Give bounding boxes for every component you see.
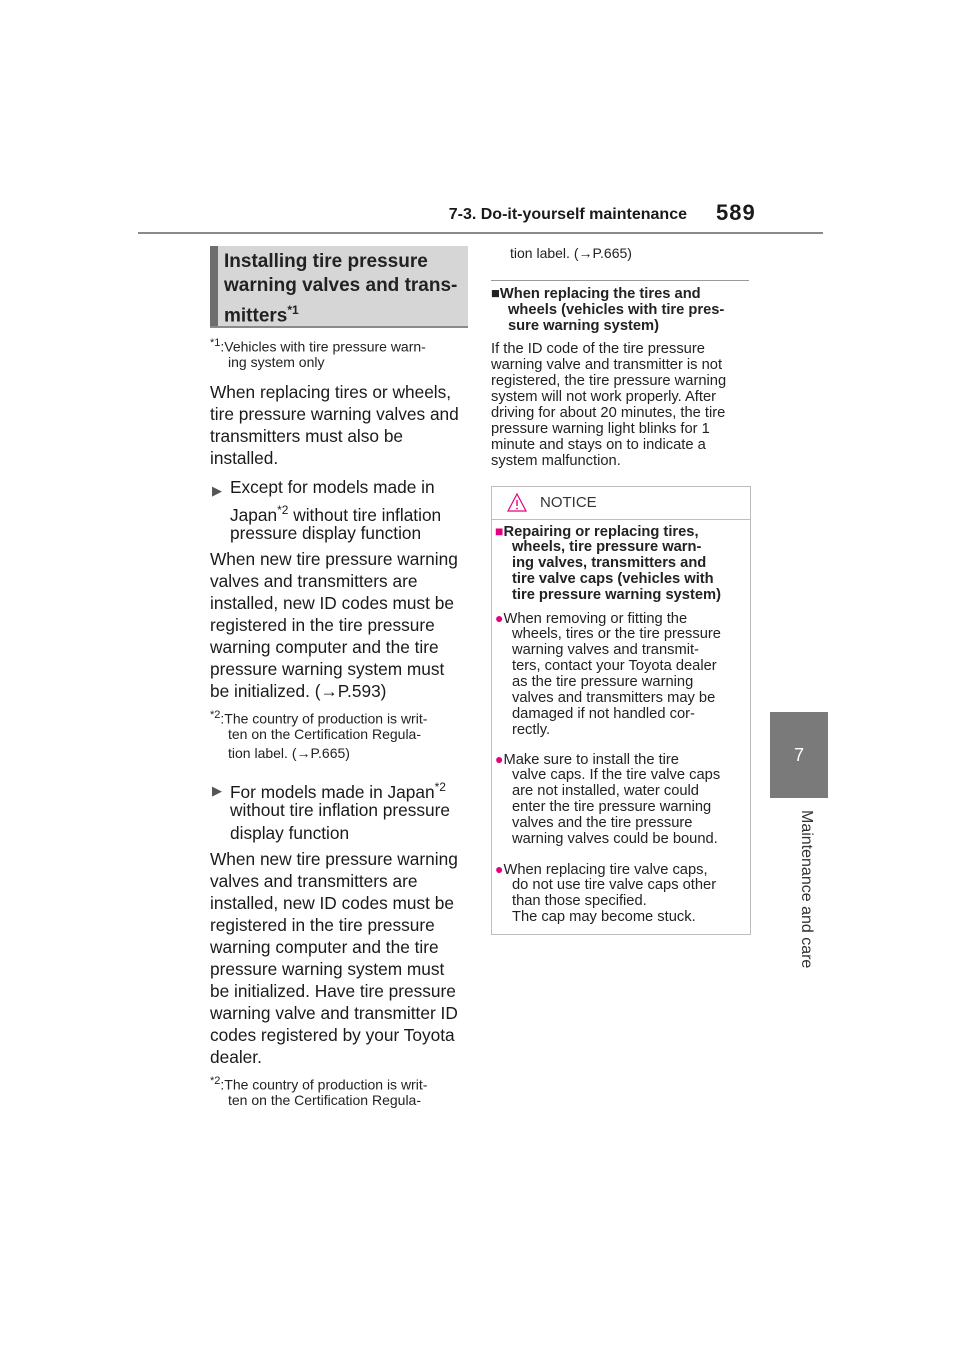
para-2-line-10: dealer. <box>210 1047 262 1067</box>
notice-subhead-line-4: tire valve caps (vehicles with <box>512 571 714 587</box>
intro-line-1: When replacing tires or wheels, <box>210 382 452 402</box>
footnote-3: $^{*2}$:The country of production is writ- <box>210 1075 428 1093</box>
notice-bullet-2-line-2: valve caps. If the tire valve caps <box>512 767 721 783</box>
footnote-2: $^{*2}$:The country of production is writ- <box>210 709 428 727</box>
para-2-line-4: registered in the tire pressure <box>210 915 435 935</box>
para-2-line-7: be initialized. Have tire pressure <box>210 981 456 1001</box>
right-subhead-line-1: ■When replacing the tires and <box>491 286 701 302</box>
section-title-bar <box>210 246 218 326</box>
dot-bullet-icon: ● <box>495 610 504 626</box>
para-1-line-1: When new tire pressure warning <box>210 549 458 569</box>
notice-bullet-1-line-6: valves and transmitters may be <box>512 690 716 706</box>
notice-subhead-line-3: ing valves, transmitters and <box>512 555 707 571</box>
notice-bullet-2-line-3: are not installed, water could <box>512 783 699 799</box>
notice-subhead-line-1: ■Repairing or replacing tires, <box>495 523 699 540</box>
intro-line-2: tire pressure warning valves and <box>210 404 459 424</box>
notice-bullet-1-line-1: ●When removing or fitting the <box>495 610 688 627</box>
right-body-line-1: If the ID code of the tire pressure <box>491 341 705 357</box>
para-1-line-4: registered in the tire pressure <box>210 615 435 635</box>
header-rule <box>138 232 823 234</box>
right-body-line-5: driving for about 20 minutes, the tire <box>491 405 726 421</box>
notice-header <box>492 487 750 519</box>
right-body-line-7: minute and stays on to indicate a <box>491 437 706 453</box>
right-body-line-6: pressure warning light blinks for 1 <box>491 421 710 437</box>
notice-title: NOTICE <box>540 494 597 511</box>
notice-bullet-1-line-3: warning valves and transmit- <box>512 642 699 658</box>
footnote-2-ref[interactable]: tion label. (→P.665) <box>228 745 350 761</box>
right-body-line-8: system malfunction. <box>491 453 621 469</box>
notice-box <box>491 486 751 935</box>
notice-subhead-line-5: tire pressure warning system) <box>512 587 721 603</box>
para-1-line-2: valves and transmitters are <box>210 571 418 591</box>
chapter-number: 7 <box>793 744 804 765</box>
para-2-line-3: installed, new ID codes must be <box>210 893 454 913</box>
notice-bullet-1-line-7: damaged if not handled cor- <box>512 706 695 722</box>
notice-bullet-1-line-4: ters, contact your Toyota dealer <box>512 658 717 674</box>
section-title: Installing tire pressure warning valves and trans-mitters$^{*1}$ <box>224 251 458 327</box>
dot-bullet-icon: ● <box>495 751 504 767</box>
notice-bullet-2-line-5: valves and the tire pressure <box>512 815 693 831</box>
divider <box>491 280 749 281</box>
para-2-line-2: valves and transmitters are <box>210 871 418 891</box>
section-title-box <box>210 246 468 328</box>
footnote-2-cont-1: ten on the Certification Regula- <box>228 726 421 742</box>
page-number: 589 <box>716 200 756 225</box>
para-2-line-9: codes registered by your Toyota <box>210 1025 455 1045</box>
para-1-line-6: pressure warning system must <box>210 659 445 679</box>
notice-bullet-1-line-2: wheels, tires or the tire pressure <box>512 626 721 642</box>
dot-bullet-icon: ● <box>495 861 504 877</box>
footnote-3-cont: ten on the Certification Regula- <box>228 1092 421 1108</box>
notice-bullet-1-line-5: as the tire pressure warning <box>512 674 694 690</box>
footnote-continued-ref[interactable]: tion label. (→P.665) <box>510 245 632 261</box>
notice-bullet-2-line-6: warning valves could be bound. <box>512 831 718 847</box>
notice-bullet-3-line-1: ●When replacing tire valve caps, <box>495 861 708 878</box>
triangle-bullet-icon: ▶ <box>212 783 222 798</box>
chapter-label: Maintenance and care <box>798 810 815 969</box>
notice-divider <box>492 519 750 520</box>
right-body-line-2: warning valve and transmitter is not <box>491 357 723 373</box>
right-body-line-4: system will not work properly. After <box>491 389 717 405</box>
footnote-1: $^{*1}$:Vehicles with tire pressure warn- <box>210 337 426 355</box>
subheading-2: ▶ For models made in Japan$^{*2}$ without tire inflation pressure display function <box>212 780 450 843</box>
para-2-line-8: warning valve and transmitter ID <box>210 1003 458 1023</box>
notice-bullet-2-line-1: ●Make sure to install the tire <box>495 751 679 768</box>
footnote-1-cont: ing system only <box>228 354 325 370</box>
intro-line-4: installed. <box>210 448 279 468</box>
para-2-line-1: When new tire pressure warning <box>210 849 458 869</box>
notice-bullet-2-line-4: enter the tire pressure warning <box>512 799 712 815</box>
notice-bullet-3-line-3: than those specified. <box>512 893 647 909</box>
square-bullet-icon: ■ <box>491 286 500 302</box>
section-header: 7-3. Do-it-yourself maintenance <box>448 206 687 223</box>
warning-triangle-icon <box>507 493 527 512</box>
para-2-line-5: warning computer and the tire <box>210 937 439 957</box>
chapter-tab[interactable] <box>770 712 828 798</box>
para-2-line-6: pressure warning system must <box>210 959 445 979</box>
page-ref-link[interactable]: be initialized. (→P.593) <box>210 681 387 701</box>
square-bullet-icon: ■ <box>495 523 504 539</box>
intro-line-3: transmitters must also be <box>210 426 404 446</box>
notice-bullet-3-line-2: do not use tire valve caps other <box>512 877 717 893</box>
right-subhead-line-3: sure warning system) <box>508 318 660 334</box>
para-1-line-5: warning computer and the tire <box>210 637 439 657</box>
right-subhead-line-2: wheels (vehicles with tire pres- <box>508 302 725 318</box>
right-body-line-3: registered, the tire pressure warning <box>491 373 727 389</box>
subheading-1: ▶ Except for models made in Japan$^{*2}$ without tire inflation pressure display function <box>212 477 442 543</box>
para-1-line-3: installed, new ID codes must be <box>210 593 454 613</box>
notice-subhead-line-2: wheels, tire pressure warn- <box>512 539 702 555</box>
notice-bullet-3-line-4: The cap may become stuck. <box>512 909 696 925</box>
notice-bullet-1-line-8: rectly. <box>512 722 551 738</box>
triangle-bullet-icon: ▶ <box>212 483 222 498</box>
